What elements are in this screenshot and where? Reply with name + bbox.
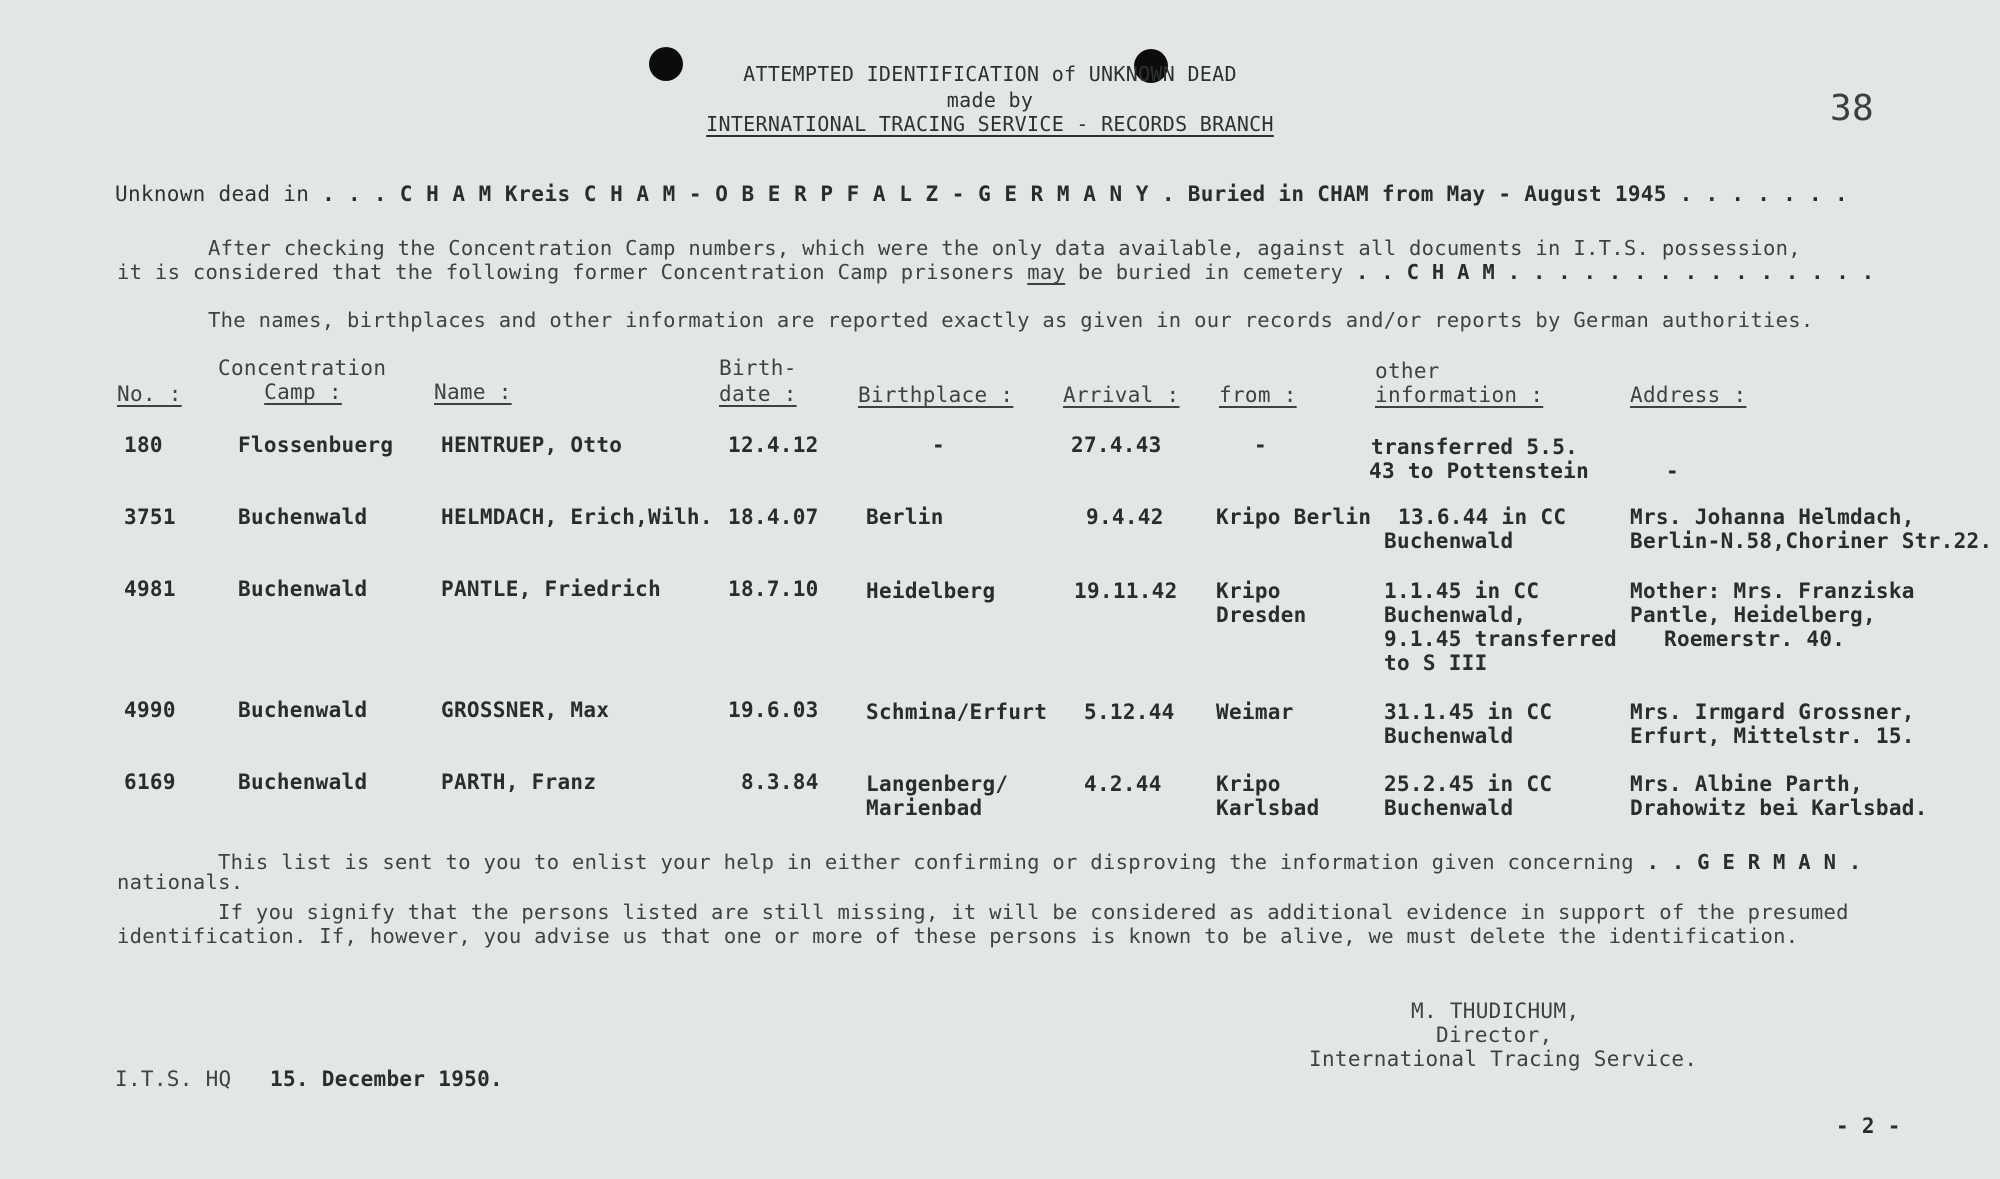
- col-name: Name :: [434, 380, 512, 404]
- row-name: HELMDACH, Erich,Wilh.: [441, 505, 713, 529]
- intro-line-2-text-a: it is considered that the following former Concentration Camp prisoners: [117, 260, 1015, 284]
- row-address-1: -: [1666, 459, 1679, 483]
- document-title: ATTEMPTED IDENTIFICATION of UNKNOWN DEAD: [743, 62, 1237, 86]
- col-arrival: Arrival :: [1063, 383, 1180, 407]
- row-address-1: Mother: Mrs. Franziska: [1630, 579, 1915, 603]
- document-date: 15. December 1950.: [270, 1067, 503, 1091]
- row-other-1: 13.6.44 in CC: [1398, 505, 1567, 529]
- row-arrival: 4.2.44: [1084, 772, 1162, 796]
- row-birthdate: 19.6.03: [728, 698, 819, 722]
- page-footer-number: - 2 -: [1836, 1114, 1901, 1138]
- unknown-dead-dots-before: . . .: [322, 182, 387, 206]
- col-other: information :: [1375, 383, 1544, 407]
- row-birthplace: Langenberg/: [866, 772, 1009, 796]
- unknown-dead-place: C H A M Kreis C H A M - O B E R P F A L Z - G E R M A N Y: [399, 182, 1149, 206]
- intro-line-2-may: may: [1027, 260, 1066, 284]
- unknown-dead-line: [115, 182, 1848, 206]
- row-address-1: Mrs. Irmgard Grossner,: [1630, 700, 1915, 724]
- row-from-2: Dresden: [1216, 603, 1307, 627]
- closing-line-3: If you signify that the persons listed are still missing, it will be considered as additional evidence in support of the presumed: [218, 900, 1849, 924]
- closing-line-1-text: This list is sent to you to enlist your help in either confirming or disproving the information given concerning: [218, 850, 1634, 874]
- branch-line: INTERNATIONAL TRACING SERVICE - RECORDS BRANCH: [706, 112, 1274, 136]
- punch-hole-left: [649, 47, 683, 81]
- row-from: Kripo Berlin: [1216, 505, 1372, 529]
- row-address-2: Berlin-N.58,Choriner Str.22.: [1630, 529, 1993, 553]
- row-arrival: 27.4.43: [1071, 433, 1162, 457]
- row-other-1: 31.1.45 in CC: [1384, 700, 1553, 724]
- row-birthplace: Schmina/Erfurt: [866, 700, 1048, 724]
- row-camp: Flossenbuerg: [238, 433, 394, 457]
- row-other-2: Buchenwald: [1384, 529, 1514, 553]
- intro-line-2: [117, 260, 1874, 284]
- col-camp-top: Concentration: [218, 356, 387, 380]
- unknown-dead-label: Unknown dead in: [115, 182, 310, 206]
- row-camp: Buchenwald: [238, 577, 368, 601]
- closing-line-4: identification. If, however, you advise us that one or more of these persons is known to be alive, we must delete the identification.: [117, 924, 1799, 948]
- row-address-1: Mrs. Johanna Helmdach,: [1630, 505, 1915, 529]
- col-birthplace: Birthplace :: [858, 383, 1014, 407]
- closing-line-1-dots: . .: [1646, 850, 1685, 874]
- row-arrival: 19.11.42: [1074, 579, 1178, 603]
- row-birthplace-2: Marienbad: [866, 796, 983, 820]
- col-other-top: other: [1375, 359, 1440, 383]
- row-from: Weimar: [1216, 700, 1294, 724]
- intro-line-2-dots-1: . .: [1355, 260, 1394, 284]
- row-camp: Buchenwald: [238, 770, 368, 794]
- row-address-2: Drahowitz bei Karlsbad.: [1630, 796, 1928, 820]
- row-birthdate: 12.4.12: [728, 433, 819, 457]
- intro-line-2-text-b: be buried in cemetery: [1077, 260, 1344, 284]
- col-birth-top: Birth-: [719, 356, 797, 380]
- col-from: from :: [1219, 383, 1297, 407]
- row-from-2: Karlsbad: [1216, 796, 1320, 820]
- row-name: PANTLE, Friedrich: [441, 577, 662, 601]
- row-no: 6169: [124, 770, 176, 794]
- row-birthdate: 18.7.10: [728, 577, 819, 601]
- row-from: Kripo: [1216, 772, 1281, 796]
- row-birthplace: Heidelberg: [866, 579, 996, 603]
- unknown-dead-dots-after: . . . . . . .: [1679, 182, 1848, 206]
- row-birthdate: 18.4.07: [728, 505, 819, 529]
- row-other-2: Buchenwald: [1384, 796, 1514, 820]
- col-camp: Camp :: [264, 380, 342, 404]
- intro-line-2-dots-2: . . . . . . . . . . . . . . .: [1507, 260, 1875, 284]
- row-birthplace: Berlin: [866, 505, 944, 529]
- row-name: HENTRUEP, Otto: [441, 433, 623, 457]
- row-address-3: Roemerstr. 40.: [1664, 627, 1846, 651]
- closing-line-1-nation: G E R M A N: [1697, 850, 1837, 874]
- row-no: 4990: [124, 698, 176, 722]
- row-camp: Buchenwald: [238, 505, 368, 529]
- intro-line-1: After checking the Concentration Camp numbers, which were the only data available, against all documents in I.T.S. possession,: [208, 236, 1801, 260]
- page-number: 38: [1830, 88, 1874, 129]
- signatory-org: International Tracing Service.: [1309, 1047, 1698, 1071]
- its-hq-label: I.T.S. HQ: [115, 1067, 232, 1091]
- intro-line-2-place: C H A M: [1406, 260, 1496, 284]
- signatory-name: M. THUDICHUM,: [1411, 999, 1580, 1023]
- row-name: PARTH, Franz: [441, 770, 597, 794]
- row-address-2: Erfurt, Mittelstr. 15.: [1630, 724, 1915, 748]
- closing-line-1-dot: .: [1848, 850, 1862, 874]
- made-by-line: made by: [946, 88, 1034, 112]
- signatory-title: Director,: [1436, 1023, 1553, 1047]
- row-other-1: 1.1.45 in CC: [1384, 579, 1540, 603]
- row-from: Kripo: [1216, 579, 1281, 603]
- buried-period: . Buried in CHAM from May - August 1945: [1161, 182, 1667, 206]
- row-other-2: 43 to Pottenstein: [1369, 459, 1590, 483]
- row-other-1: 25.2.45 in CC: [1384, 772, 1553, 796]
- row-from: -: [1254, 433, 1267, 457]
- row-address-2: Pantle, Heidelberg,: [1630, 603, 1876, 627]
- row-name: GROSSNER, Max: [441, 698, 610, 722]
- closing-line-2: nationals.: [117, 870, 244, 894]
- row-camp: Buchenwald: [238, 698, 368, 722]
- closing-line-1: [218, 850, 1862, 874]
- row-other-2: Buchenwald,: [1384, 603, 1527, 627]
- row-no: 180: [124, 433, 163, 457]
- row-birthplace: -: [932, 433, 945, 457]
- col-birthdate: date :: [719, 382, 797, 406]
- row-other-3: 9.1.45 transferred: [1384, 627, 1617, 651]
- row-other-1: transferred 5.5.: [1371, 435, 1579, 459]
- col-no: No. :: [117, 382, 182, 406]
- col-address: Address :: [1630, 383, 1747, 407]
- intro-line-3: The names, birthplaces and other information are reported exactly as given in our records and/or reports by German authorities.: [208, 308, 1814, 332]
- row-no: 3751: [124, 505, 176, 529]
- row-address-1: Mrs. Albine Parth,: [1630, 772, 1863, 796]
- row-arrival: 5.12.44: [1084, 700, 1175, 724]
- row-birthdate: 8.3.84: [741, 770, 819, 794]
- row-other-4: to S III: [1384, 651, 1488, 675]
- row-other-2: Buchenwald: [1384, 724, 1514, 748]
- row-arrival: 9.4.42: [1086, 505, 1164, 529]
- row-no: 4981: [124, 577, 176, 601]
